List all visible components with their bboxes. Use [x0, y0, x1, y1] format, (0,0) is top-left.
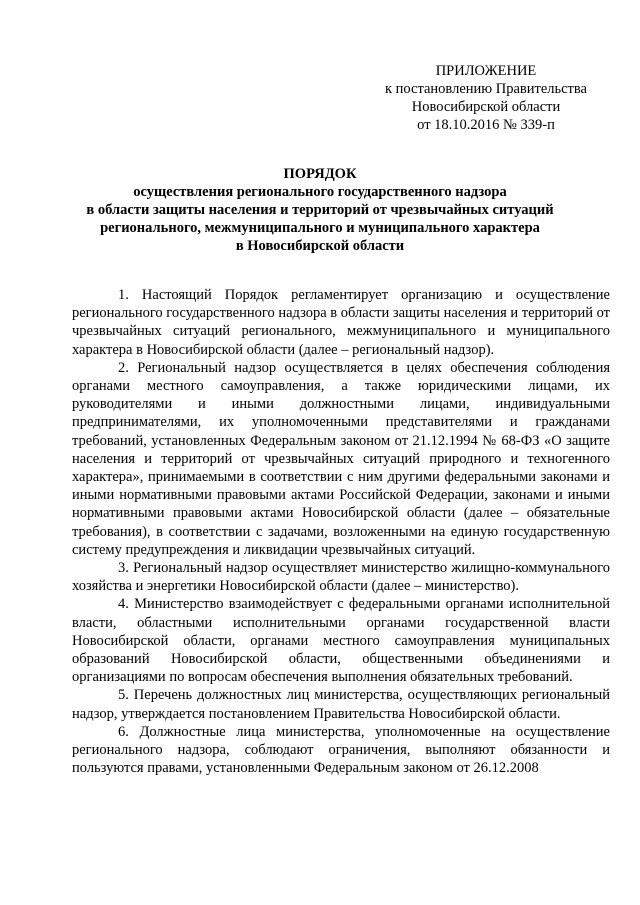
title-line: в области защиты населения и территорий от чрезвычайных ситуаций	[86, 202, 554, 218]
paragraph-2: 2. Региональный надзор осуществляется в целях обеспечения соблюдения органами местного самоуправления, а также юридическими лицами, их руководителями и иными должностными лицами, индивидуальными предпринимателями, их уполномоченными представителями и гражданами требований, установленных Федеральным законом от 21.12.1994 № 68-ФЗ «О защите населения и территорий от чрезвычайных ситуаций природного и техногенного характера», принимаемыми в соответствии с ним другими федеральными законами и иными нормативными правовыми актами Российской Федерации, законами и иными нормативными правовыми актами Новосибирской области (далее – обязательные требования), в соответствии с задачами, возложенными на единую государственную систему предупреждения и ликвидации чрезвычайных ситуаций.	[72, 359, 610, 558]
approval-region-line: Новосибирской области	[411, 99, 561, 115]
title-heading: ПОРЯДОК	[283, 166, 357, 182]
paragraph-1: 1. Настоящий Порядок регламентирует организацию и осуществление регионального государственного надзора в области защиты населения и территорий от чрезвычайных ситуаций регионального, межмуниципального и муниципального характера в Новосибирской области (далее – региональный надзор).	[72, 287, 610, 358]
title-line: в Новосибирской области	[235, 238, 405, 254]
paragraph-3: 3. Региональный надзор осуществляет министерство жилищно-коммунального хозяйства и энергетики Новосибирской области (далее – министерство).	[72, 560, 610, 595]
document-body	[72, 286, 610, 777]
title-line: осуществления регионального государственного надзора	[133, 184, 507, 200]
paragraph-5: 5. Перечень должностных лиц министерства, осуществляющих региональный надзор, утверждается постановлением Правительства Новосибирской области.	[72, 687, 610, 722]
approval-stamp	[366, 62, 606, 134]
approval-decree-line: к постановлению Правительства	[385, 81, 587, 97]
paragraph-4: 4. Министерство взаимодействует с федеральными органами исполнительной власти, областными исполнительными органами государственной власти Новосибирской области, органами местного самоуправления муниципальных образований Новосибирской области, общественными объединениями и организациями по вопросам обеспечения выполнения обязательных требований.	[72, 596, 610, 686]
document-title	[60, 165, 580, 255]
approval-heading: ПРИЛОЖЕНИЕ	[435, 63, 537, 79]
approval-date-number: от 18.10.2016 № 339-п	[417, 117, 555, 133]
title-line: регионального, межмуниципального и муниципального характера	[100, 220, 540, 236]
paragraph-6: 6. Должностные лица министерства, уполномоченные на осуществление регионального надзора, соблюдают ограничения, выполняют обязанности и пользуются правами, установленными Федеральным законом от 26.12.2008	[72, 723, 610, 777]
